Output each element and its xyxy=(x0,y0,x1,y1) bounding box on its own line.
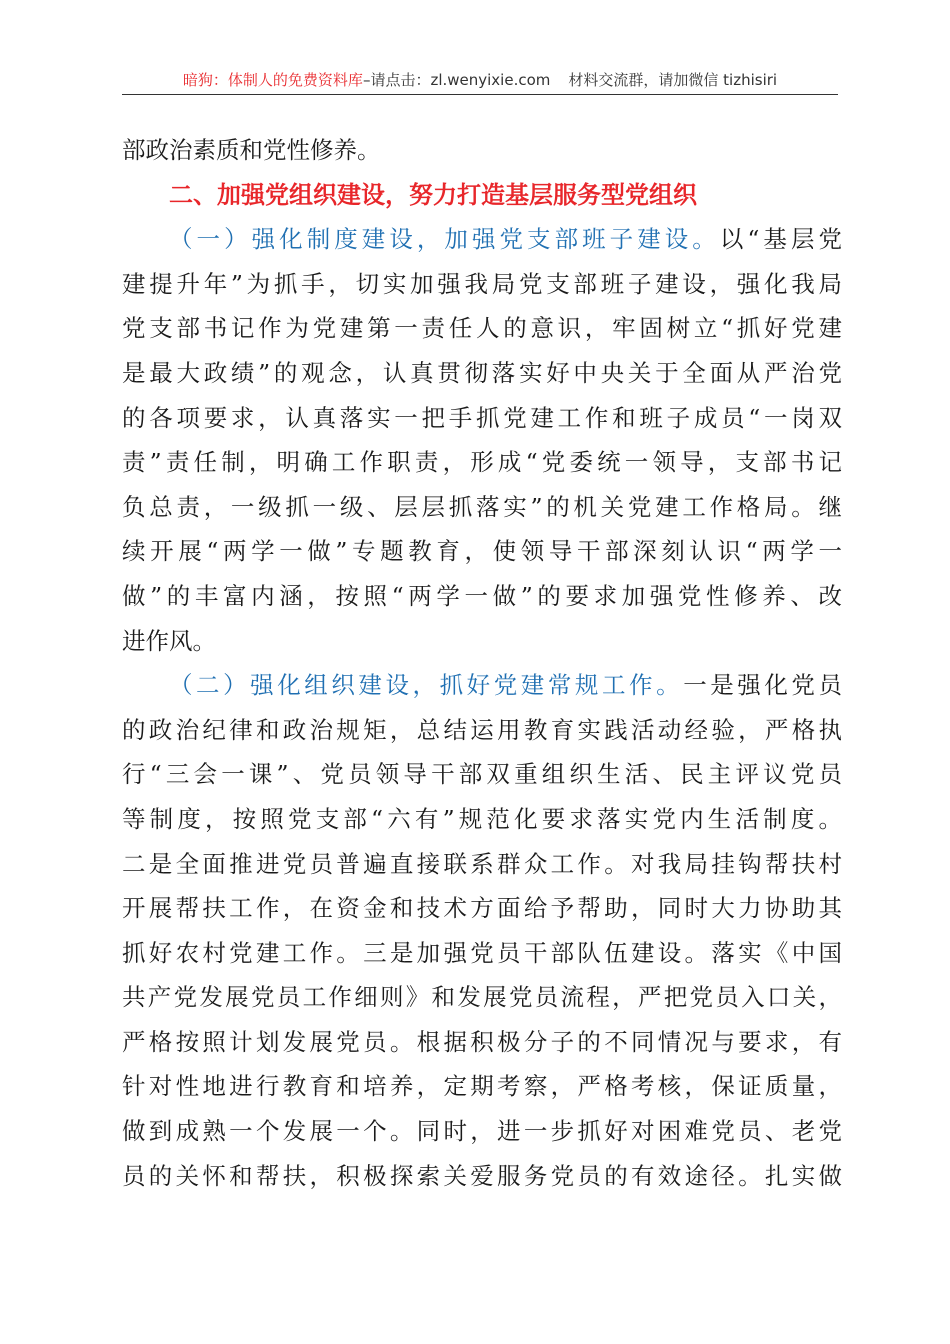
section-heading: 二、加强党组织建设，努力打造基层服务型党组织 xyxy=(169,180,697,209)
header-click-text: –请点击： xyxy=(362,71,431,89)
paragraph-line xyxy=(122,663,842,708)
paragraph-text: 一是强化党员 xyxy=(683,671,842,700)
header-site-name: 暗狗：体制人的免费资料库 xyxy=(182,71,363,89)
document-body xyxy=(122,128,842,1198)
paragraph-line: 党支部书记作为党建第一责任人的意识，牢固树立“抓好党建 xyxy=(122,314,842,343)
header-wechat-text: 材料交流群，请加微信 tizhisiri xyxy=(568,71,778,89)
paragraph-line: 针对性地进行教育和培养，定期考察，严格考核，保证质量， xyxy=(122,1072,842,1101)
paragraph-line xyxy=(122,217,842,262)
paragraph-line: 行“三会一课”、党员领导干部双重组织生活、民主评议党员 xyxy=(122,760,842,789)
paragraph-line: 等制度，按照党支部“六有”规范化要求落实党内生活制度。 xyxy=(122,804,842,833)
paragraph-line: 严格按照计划发展党员。根据积极分子的不同情况与要求，有 xyxy=(122,1027,842,1056)
paragraph-line: 二是全面推进党员普遍直接联系群众工作。对我局挂钩帮扶村 xyxy=(122,849,842,878)
paragraph-line: 做到成熟一个发展一个。同时，进一步抓好对困难党员、老党 xyxy=(122,1117,842,1146)
subsection-title: （一）强化制度建设，加强党支部班子建设。 xyxy=(169,225,720,254)
paragraph-line: 是最大政绩”的观念，认真贯彻落实好中央关于全面从严治党 xyxy=(122,358,842,387)
paragraph-line: 续开展“两学一做”专题教育，使领导干部深刻认识“两学一 xyxy=(122,537,842,566)
paragraph-line: 建提升年”为抓手，切实加强我局党支部班子建设，强化我局 xyxy=(122,269,842,298)
paragraph-line: 共产党发展党员工作细则》和发展党员流程，严把党员入口关， xyxy=(122,983,842,1012)
paragraph-text: 以“基层党 xyxy=(719,225,842,254)
paragraph-line: 负总责，一级抓一级、层层抓落实”的机关党建工作格局。继 xyxy=(122,492,842,521)
paragraph-line: 部政治素质和党性修养。 xyxy=(122,136,381,164)
subsection-title: （二）强化组织建设，抓好党建常规工作。 xyxy=(169,671,684,700)
paragraph-line: 的各项要求，认真落实一把手抓党建工作和班子成员“一岗双 xyxy=(122,403,842,432)
paragraph-line: 抓好农村党建工作。三是加强党员干部队伍建设。落实《中国 xyxy=(122,938,842,967)
header-url-link[interactable]: zl.wenyixie.com xyxy=(430,71,551,89)
paragraph-line: 做”的丰富内涵，按照“两学一做”的要求加强党性修养、改 xyxy=(122,581,842,610)
paragraph-line: 进作风。 xyxy=(122,626,216,655)
paragraph-line: 开展帮扶工作，在资金和技术方面给予帮助，同时大力协助其 xyxy=(122,894,842,923)
page-header xyxy=(122,66,838,95)
paragraph-line: 员的关怀和帮扶，积极探索关爱服务党员的有效途径。扎实做 xyxy=(122,1161,842,1190)
paragraph-line: 的政治纪律和政治规矩，总结运用教育实践活动经验，严格执 xyxy=(122,715,842,744)
paragraph-line: 责”责任制，明确工作职责，形成“党委统一领导，支部书记 xyxy=(122,448,842,477)
